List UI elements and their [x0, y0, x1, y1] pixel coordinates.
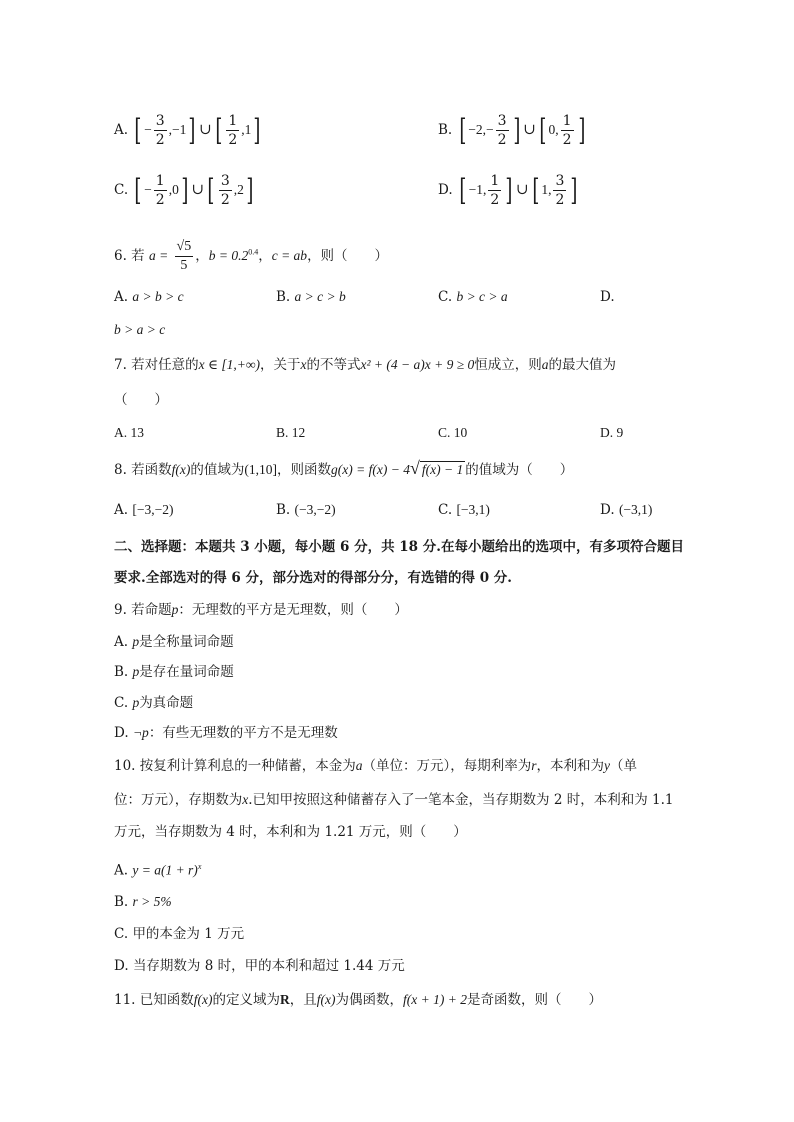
option-label: C.	[438, 289, 453, 305]
option-text: a > c > b	[294, 289, 346, 304]
option-text: b > a > c	[114, 322, 166, 337]
q5-option-b	[438, 112, 587, 149]
q10-option-a	[114, 857, 201, 881]
stem-text: （单位：万元），每期利率为	[362, 758, 532, 774]
math-text: a =	[148, 248, 169, 263]
fraction	[496, 112, 509, 149]
math-text: ,1	[241, 122, 252, 137]
math-text: p	[171, 602, 179, 617]
option-text: C. 10	[438, 425, 468, 440]
math-text: f(x + 1) + 2	[402, 992, 467, 1007]
q9-option-c	[114, 693, 193, 713]
q8-option-a	[114, 500, 173, 520]
q6-option-b	[276, 287, 346, 307]
denominator: 2	[555, 192, 565, 208]
bracket: [	[539, 112, 547, 148]
math-text: x ∈ [1,+∞)	[198, 357, 261, 372]
numerator: 1	[155, 173, 165, 189]
bracket: [	[215, 112, 223, 148]
denominator: 2	[155, 132, 165, 148]
option-label: B.	[276, 502, 291, 518]
numerator: 1	[562, 113, 572, 129]
bracket: [	[531, 172, 539, 208]
numerator: 3	[220, 173, 230, 189]
radical-sign: √	[409, 458, 420, 478]
denominator: 5	[180, 258, 188, 273]
numerator: 1	[490, 173, 500, 189]
option-label: D.	[600, 289, 615, 305]
math-text: (1,10]	[244, 462, 278, 477]
option-text: 为真命题	[139, 695, 194, 711]
option-label: D.	[600, 502, 615, 518]
math-text: R	[280, 992, 290, 1007]
q8-option-c	[438, 500, 490, 520]
question-tail: ，则（ ）	[307, 248, 389, 264]
denominator: 2	[220, 192, 230, 208]
bracket: ]	[188, 112, 196, 148]
q6-option-a	[114, 287, 184, 307]
fraction	[154, 112, 167, 149]
option-text: 是全称量词命题	[139, 634, 234, 650]
stem-text: 8. 若函数	[114, 462, 172, 478]
numerator: 3	[497, 113, 507, 129]
numerator: 1	[228, 113, 238, 129]
option-label: B.	[114, 664, 129, 680]
math-text: ,0	[168, 182, 179, 197]
math-text: f(x)	[316, 992, 336, 1007]
q5-option-d	[438, 172, 580, 209]
q6-option-d-text	[114, 320, 165, 340]
option-text: D. 9	[600, 425, 624, 440]
math-text: y	[604, 758, 611, 773]
option-label: B.	[114, 894, 129, 910]
fraction	[175, 238, 194, 275]
math-text: c = ab	[271, 248, 308, 263]
option-label: C.	[114, 182, 129, 198]
option-label: C.	[438, 502, 453, 518]
bracket: [	[207, 172, 215, 208]
math-text: y = a(1 + r)	[132, 862, 198, 878]
bracket: ]	[253, 112, 261, 148]
stem-text: 的定义域为	[212, 992, 280, 1008]
stem-text: （单	[610, 758, 638, 774]
stem-text: ：无理数的平方是无理数，则（ ）	[178, 602, 408, 618]
section-2-heading-cont: 要求.全部选对的得 6 分，部分选对的得部分分，有选错的得 0 分.	[114, 570, 512, 586]
stem-text: 位：万元），存期数为	[114, 792, 243, 808]
stem-text: 的最大值为	[548, 357, 617, 373]
math-text: 0,	[548, 122, 559, 137]
math-text: ,2	[233, 182, 244, 197]
stem-text: 10. 按复利计算利息的一种储蓄，本金为	[114, 758, 356, 774]
math-text: r	[531, 758, 537, 773]
option-label: D.	[114, 958, 129, 974]
math-text: −	[144, 182, 152, 197]
q10-option-c	[114, 924, 244, 944]
math-text: f(x)	[193, 992, 213, 1007]
fraction	[553, 172, 566, 209]
q10-stem-line3: 万元，当存期数为 4 时，本利和为 1.21 万元，则（ ）	[114, 824, 467, 840]
math-text: −2,−	[468, 122, 494, 137]
bracket: ]	[505, 172, 513, 208]
question-number: 6. 若	[114, 248, 145, 264]
option-text: (−3,1)	[618, 502, 653, 517]
option-label: C.	[114, 926, 129, 942]
fraction	[154, 172, 167, 209]
union-symbol: ∪	[199, 120, 212, 138]
q10-option-b	[114, 892, 172, 912]
option-label: C.	[114, 695, 129, 711]
math-text: f(x)	[171, 462, 191, 477]
option-text: ：有些无理数的平方不是无理数	[148, 725, 338, 741]
math-text: ¬p	[132, 725, 149, 740]
option-label: B.	[438, 122, 453, 138]
fraction	[219, 172, 232, 209]
q5-option-c	[114, 172, 256, 209]
answer-paren: （ ）	[114, 392, 168, 408]
q7-option-a	[114, 423, 144, 443]
stem-text: 11. 已知函数	[114, 992, 194, 1008]
union-symbol: ∪	[516, 180, 529, 198]
stem-text: 的值域为（ ）	[465, 462, 574, 478]
stem-text: 恒成立，则	[474, 357, 542, 373]
option-text: a > b > c	[132, 289, 184, 304]
denominator: 2	[228, 132, 238, 148]
q11-stem	[114, 990, 602, 1010]
math-text: a	[541, 357, 549, 372]
math-text: r > 5%	[132, 894, 172, 909]
q8-option-b	[276, 500, 336, 520]
stem-text: ，则函数	[277, 462, 332, 478]
q10-stem-line1	[114, 756, 637, 776]
option-label: D.	[114, 725, 129, 741]
math-text: x	[300, 357, 307, 372]
denominator: 2	[155, 192, 165, 208]
math-text: a	[355, 758, 363, 773]
option-text: 甲的本金为 1 万元	[132, 926, 245, 942]
q9-stem	[114, 600, 408, 620]
q9-option-d	[114, 723, 338, 743]
union-symbol: ∪	[191, 180, 205, 198]
stem-text: .已知甲按照这种储蓄存入了一笔本金，当存期数为 2 时，本利和为 1.1	[248, 792, 674, 808]
math-text: −	[144, 122, 152, 137]
math-text: p	[132, 695, 140, 710]
math-text: x² + (4 − a)x + 9 ≥ 0	[360, 357, 475, 372]
q9-option-b	[114, 662, 234, 682]
stem-text: ，本利和为	[536, 758, 605, 774]
bracket: ]	[512, 112, 520, 148]
q7-paren	[114, 390, 168, 410]
option-text: [−3,−2)	[132, 502, 174, 517]
q6-option-c	[438, 287, 508, 307]
bracket: ]	[570, 172, 578, 208]
fraction	[226, 112, 239, 149]
bracket: [	[134, 172, 142, 208]
stem-text: 的不等式	[306, 357, 361, 373]
stem-text: ，关于	[260, 357, 301, 373]
q7-option-d	[600, 423, 623, 443]
bracket: ]	[577, 112, 585, 148]
bracket: [	[459, 172, 467, 208]
q10-stem-line2	[114, 790, 673, 810]
exponent: 0.4	[248, 247, 259, 257]
math-text: 1,	[541, 182, 552, 197]
numerator: 3	[555, 173, 565, 189]
option-text: 当存期数为 8 时，甲的本利和超过 1.44 万元	[132, 958, 405, 974]
bracket: [	[134, 112, 142, 148]
q8-stem	[114, 458, 573, 480]
option-label: A.	[114, 862, 129, 879]
q7-option-c	[438, 423, 467, 443]
stem-text: 是奇函数，则（ ）	[466, 992, 602, 1008]
bracket: [	[458, 112, 466, 148]
stem-text: 的值域为	[190, 462, 245, 478]
radicand: f(x) − 1	[421, 462, 464, 477]
option-label: A.	[114, 122, 129, 138]
q5-option-a	[114, 112, 263, 149]
q9-option-a	[114, 632, 234, 652]
math-text: −1,	[468, 182, 487, 197]
numerator: √5	[175, 238, 194, 257]
stem-text: 9. 若命题	[114, 602, 172, 618]
option-text: 是存在量词命题	[139, 664, 234, 680]
option-label: A.	[114, 502, 129, 518]
fraction	[488, 172, 501, 209]
q8-option-d	[600, 500, 652, 520]
bracket: ]	[246, 172, 254, 208]
option-label: A.	[114, 634, 129, 650]
union-symbol: ∪	[523, 120, 536, 138]
option-text: (−3,−2)	[294, 502, 336, 517]
bracket: ]	[181, 172, 189, 208]
math-text: p	[132, 664, 140, 679]
math-text: b = 0.2	[208, 248, 249, 263]
math-text: g(x) = f(x) − 4	[331, 462, 410, 477]
option-text: A. 13	[114, 425, 144, 440]
option-text: b > c > a	[456, 289, 508, 304]
option-text: [−3,1)	[456, 502, 490, 517]
stem-text: ，且	[289, 992, 317, 1008]
q7-option-b	[276, 423, 305, 443]
denominator: 2	[562, 132, 572, 148]
numerator: 3	[155, 113, 165, 129]
math-text: ,−1	[168, 122, 187, 137]
denominator: 2	[497, 132, 507, 148]
q7-stem	[114, 355, 616, 375]
stem-text: 为偶函数，	[335, 992, 403, 1008]
option-label: B.	[276, 289, 291, 305]
q6-stem: 6. 若 a = $\frac{√5}{5}$ ，$b = 0.2^{0.4}$，c = ab，则（ ）	[114, 239, 389, 273]
stem-text: 7. 若对任意的	[114, 357, 199, 373]
option-label: D.	[438, 182, 453, 198]
exponent: x	[197, 862, 202, 871]
fraction	[561, 112, 574, 149]
q10-option-d	[114, 956, 405, 976]
math-text: p	[132, 634, 140, 649]
denominator: 2	[490, 192, 500, 208]
math-text: x	[242, 792, 249, 807]
option-label: A.	[114, 289, 129, 305]
option-text: B. 12	[276, 425, 306, 440]
section-2-heading: 二、选择题：本题共 3 小题，每小题 6 分，共 18 分.在每小题给出的选项中，有多项符合题目	[114, 539, 684, 555]
q6-option-d	[600, 287, 615, 307]
